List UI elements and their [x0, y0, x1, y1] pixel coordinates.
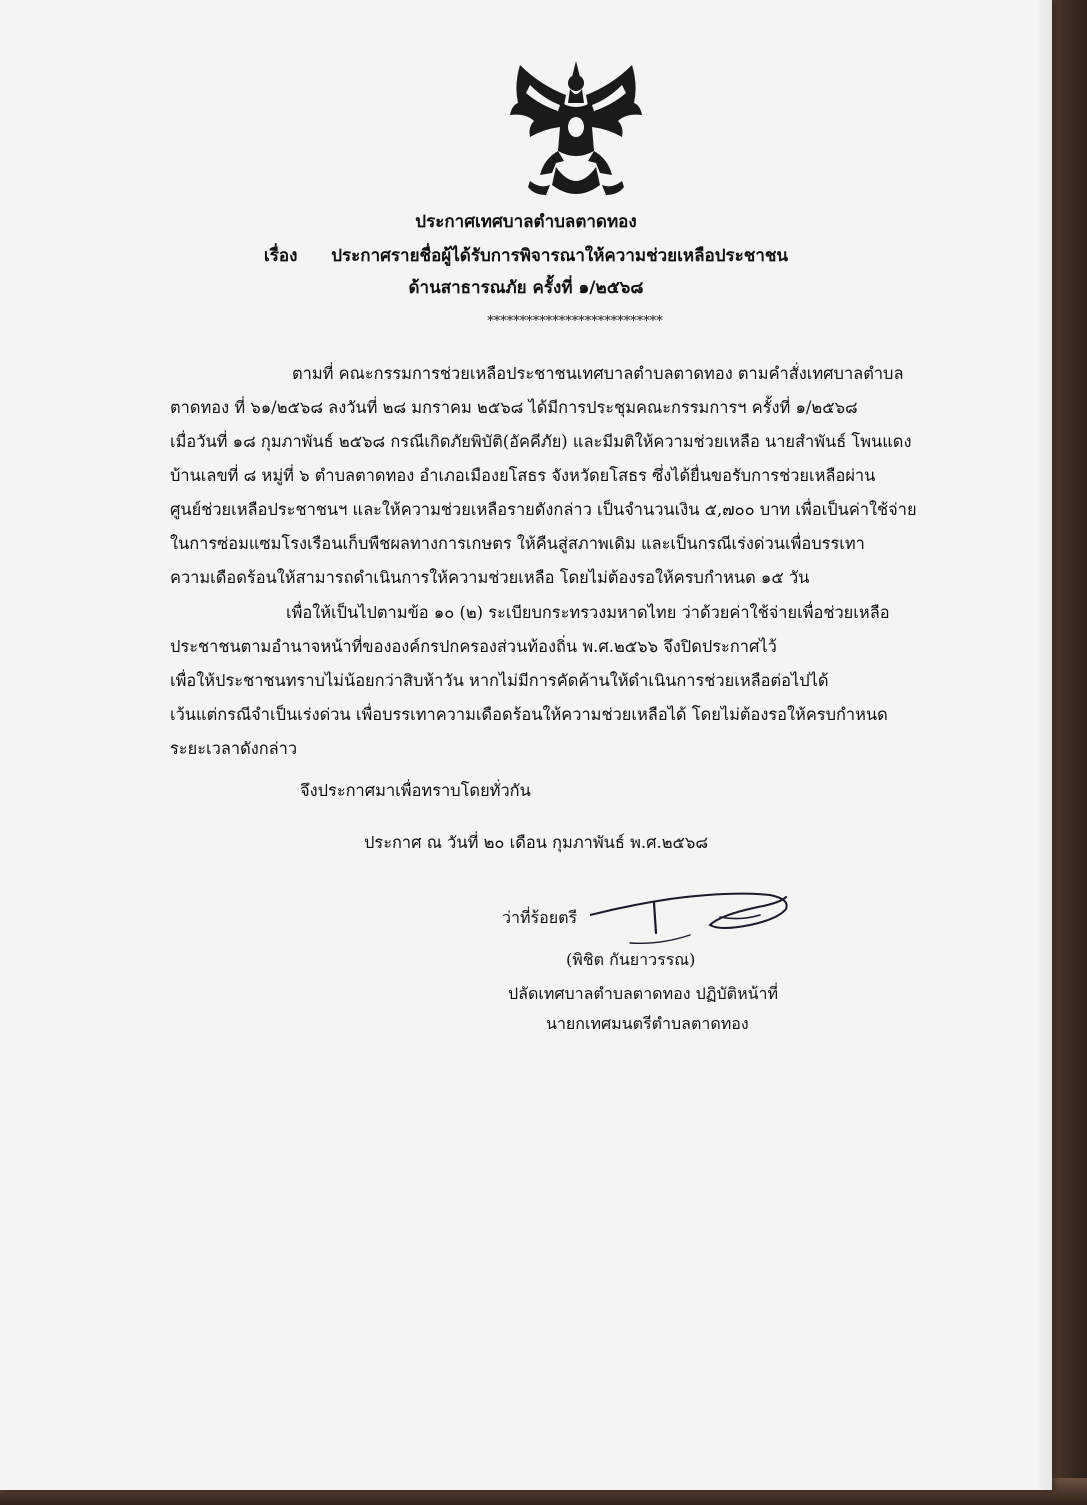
paragraph1-line: ในการซ่อมแซมโรงเรือนเก็บพืชผลทางการเกษตร ให้คืนสู่สภาพเดิม และเป็นกรณีเร่งด่วนเพื่อบรรเทา [170, 534, 865, 553]
announcement-title: ประกาศเทศบาลตำบลตาดทอง [415, 212, 637, 232]
paragraph1-line: ตาดทอง ที่ ๖๑/๒๕๖๘ ลงวันที่ ๒๘ มกราคม ๒๕๖๘ ได้มีการประชุมคณะกรรมการฯ ครั้งที่ ๑/๒๕๖๘ [170, 398, 858, 417]
paragraph2-line: เว้นแต่กรณีจำเป็นเร่งด่วน เพื่อบรรเทาความเดือดร้อนให้ความช่วยเหลือได้ โดยไม่ต้องรอให้ครบกำหนด [170, 705, 888, 724]
subject-line [0, 242, 1052, 269]
signer-position-2: นายกเทศมนตรีตำบลตาดทอง [546, 1014, 749, 1033]
subject-line-2: ด้านสาธารณภัย ครั้งที่ ๑/๒๕๖๘ [408, 278, 644, 298]
paragraph1-line: บ้านเลขที่ ๘ หมู่ที่ ๖ ตำบลตาดทอง อำเภอเมืองยโสธร จังหวัดยโสธร ซึ่งได้ยื่นขอรับการช่วยเหลือผ่าน [170, 466, 876, 485]
paragraph2-line: ระยะเวลาดังกล่าว [170, 739, 298, 758]
paragraph1-line: เมื่อวันที่ ๑๘ กุมภาพันธ์ ๒๕๖๘ กรณีเกิดภัยพิบัติ(อัคคีภัย) และมีมติให้ความช่วยเหลือ นายสำพันธ์ โพนแดง [170, 432, 912, 451]
signer-name: (พิชิต กันยาวรรณ) [566, 950, 696, 969]
subject-label: เรื่อง [263, 246, 298, 266]
paragraph1-line: ศูนย์ช่วยเหลือประชาชนฯ และให้ความช่วยเหลือรายดังกล่าว เป็นจำนวนเงิน ๕,๗๐๐ บาท เพื่อเป็นค่าใช้จ่าย [170, 500, 917, 519]
subject-text: ประกาศรายชื่อผู้ได้รับการพิจารณาให้ความช่วยเหลือประชาชน [331, 246, 789, 266]
paragraph2-line: ประชาชนตามอำนาจหน้าที่ขององค์กรปกครองส่วนท้องถิ่น พ.ศ.๒๕๖๖ จึงปิดประกาศไว้ [170, 637, 777, 656]
paragraph2-line: เพื่อให้ประชาชนทราบไม่น้อยกว่าสิบห้าวัน หากไม่มีการคัดค้านให้ดำเนินการช่วยเหลือต่อไปได้ [170, 671, 829, 690]
paragraph1-line: ตามที่ คณะกรรมการช่วยเหลือประชาชนเทศบาลตำบลตาดทอง ตามคำสั่งเทศบาลตำบล [292, 364, 904, 383]
closing-statement: จึงประกาศมาเพื่อทราบโดยทั่วกัน [300, 781, 531, 800]
handwritten-signature [590, 885, 800, 955]
paragraph2-line: เพื่อให้เป็นไปตามข้อ ๑๐ (๒) ระเบียบกระทรวงมหาดไทย ว่าด้วยค่าใช้จ่ายเพื่อช่วยเหลือ [286, 603, 890, 622]
announcement-date: ประกาศ ณ วันที่ ๒๐ เดือน กุมภาพันธ์ พ.ศ.๒๕๖๘ [364, 833, 708, 852]
garuda-emblem-icon [500, 55, 652, 205]
separator: *************************** [487, 314, 663, 329]
signer-rank: ว่าที่ร้อยตรี [502, 908, 578, 927]
paragraph1-line: ความเดือดร้อนให้สามารถดำเนินการให้ความช่วยเหลือ โดยไม่ต้องรอให้ครบกำหนด ๑๕ วัน [170, 568, 810, 587]
signer-position: ปลัดเทศบาลตำบลตาดทอง ปฏิบัติหน้าที่ [508, 984, 779, 1003]
